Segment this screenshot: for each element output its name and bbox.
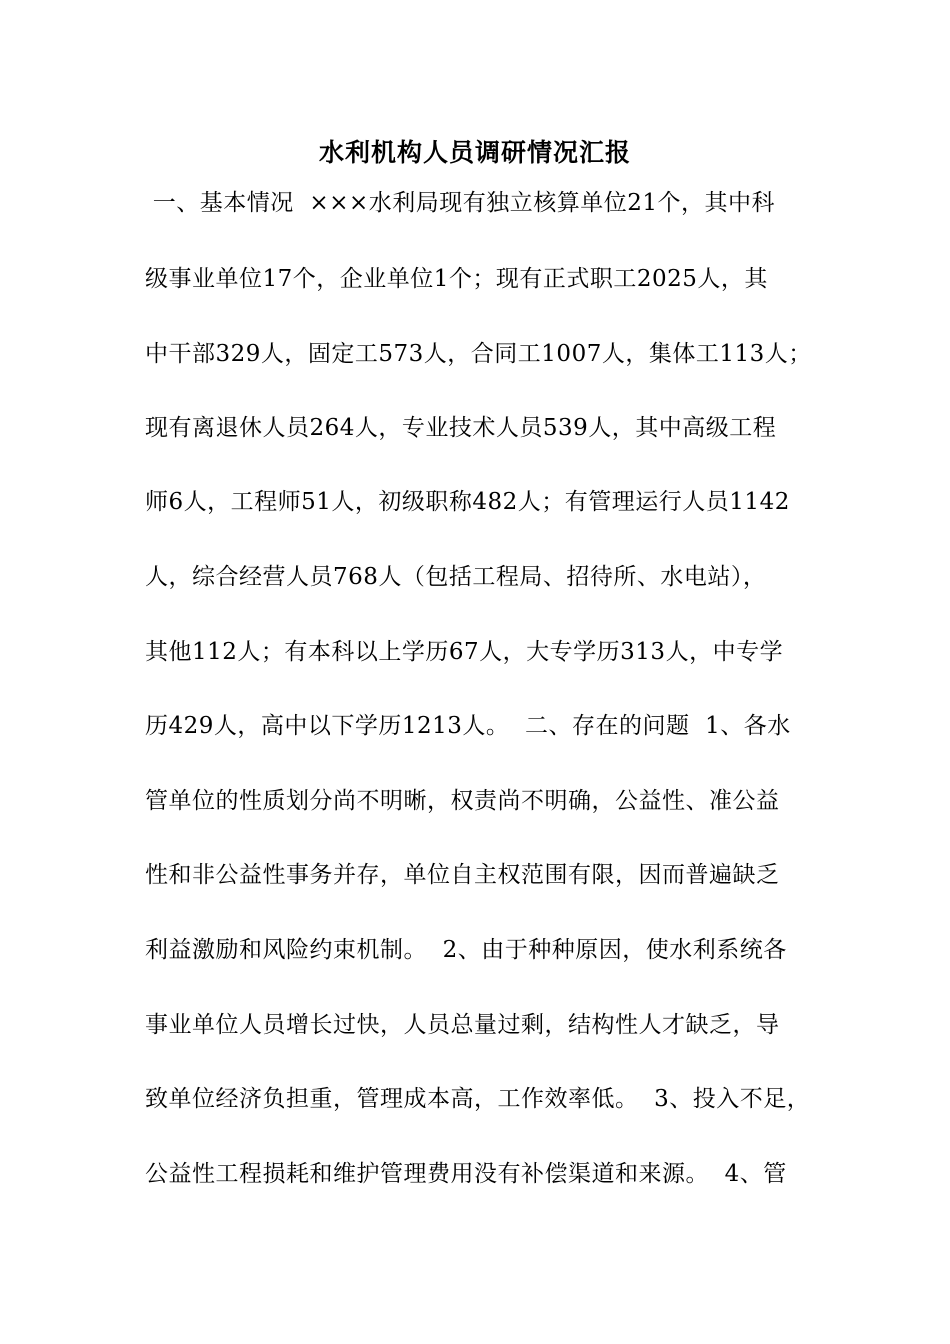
body-line-5: 师6人，工程师51人，初级职称482人；有管理运行人员1142 [145,489,790,515]
body-line-3: 中干部329人，固定工573人，合同工1007人，集体工113人； [145,341,812,367]
body-line-11: 利益激励和风险约束机制。 2、由于种种原因，使水利系统各 [145,937,787,963]
body-line-7: 其他112人；有本科以上学历67人，大专学历313人，中专学 [145,639,784,665]
document-title: 水利机构人员调研情况汇报 [318,138,631,167]
body-line-8: 历429人，高中以下学历1213人。 二、存在的问题 1、各水 [145,713,791,739]
body-line-13: 致单位经济负担重，管理成本高，工作效率低。 3、投入不足， [145,1086,811,1112]
body-line-10: 性和非公益性事务并存，单位自主权范围有限，因而普遍缺乏 [145,862,780,888]
body-line-2: 级事业单位17个，企业单位1个；现有正式职工2025人，其 [145,266,768,292]
body-line-9: 管单位的性质划分尚不明晰，权责尚不明确，公益性、准公益 [145,788,780,814]
body-line-12: 事业单位人员增长过快，人员总量过剩，结构性人才缺乏，导 [145,1012,780,1038]
body-line-6: 人，综合经营人员768人（包括工程局、招待所、水电站）， [145,564,767,590]
body-line-1: 一、基本情况 ×××水利局现有独立核算单位21个，其中科 [145,190,776,216]
body-line-14: 公益性工程损耗和维护管理费用没有补偿渠道和来源。 4、管 [145,1161,787,1187]
body-line-4: 现有离退休人员264人，专业技术人员539人，其中高级工程 [145,415,777,441]
